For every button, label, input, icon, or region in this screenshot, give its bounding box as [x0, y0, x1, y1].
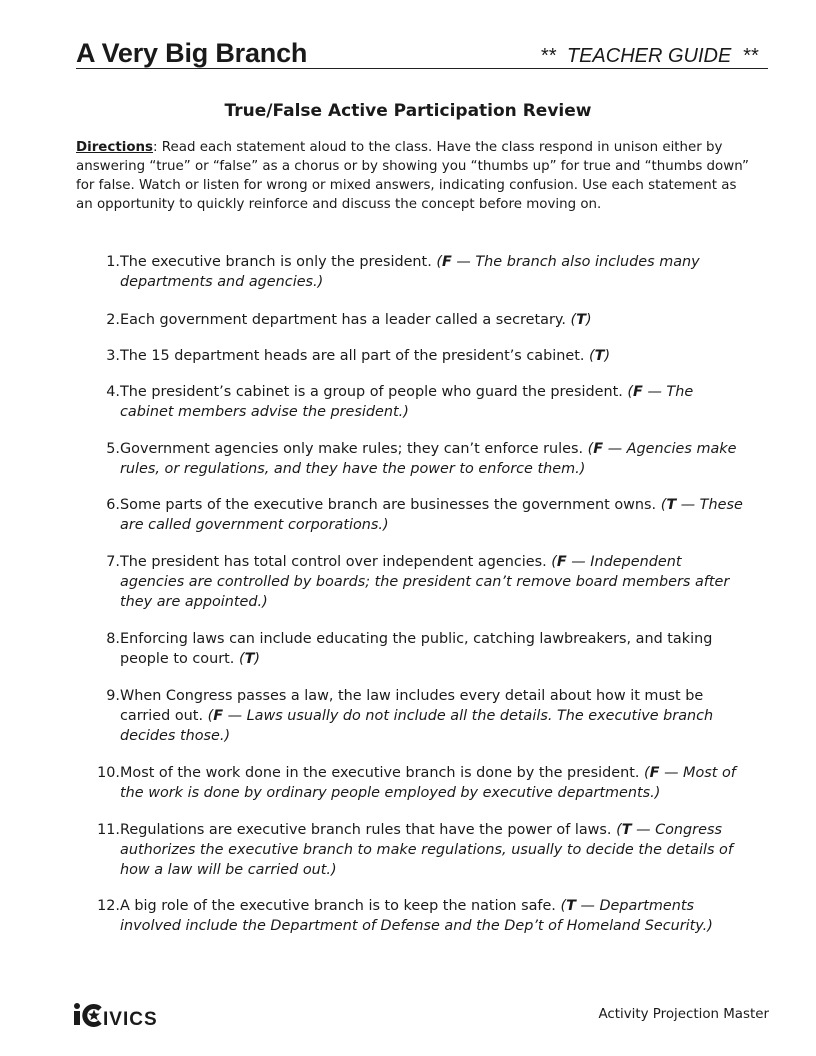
directions-paragraph	[76, 138, 756, 214]
question-statement: Enforcing laws can include educating the public, catching lawbreakers, and taking people to court.	[120, 631, 713, 667]
question-statement: Most of the work done in the executive branch is done by the president.	[120, 765, 640, 781]
answer-note: (F — The cabinet members advise the president.)	[120, 384, 694, 420]
question-body	[120, 439, 750, 479]
answer-letter: F	[593, 441, 604, 457]
answer-letter: T	[621, 822, 632, 838]
answer-note: (F — Independent agencies are controlled by boards; the president can’t remove board members after they are appointed.)	[120, 554, 730, 610]
answer-letter: F	[649, 765, 660, 781]
question-body	[120, 252, 750, 292]
document-title: A Very Big Branch	[76, 38, 308, 68]
answer-note: (F — Most of the work is done by ordinary people employed by executive departments.)	[120, 765, 736, 801]
directions-label: Directions	[76, 140, 154, 155]
question-number: 7.	[106, 554, 120, 570]
question-body	[120, 552, 750, 612]
answer-letter: F	[213, 708, 224, 724]
answer-letter: F	[441, 254, 452, 270]
question-body	[120, 896, 750, 936]
directions-text: : Read each statement aloud to the class. Have the class respond in unison either by answering “true” or “false” as a chorus or by showing you “thumbs up” for true and “thumbs down” for false. Watch or listen for wrong or mixed answers, indicating confusion. Use each statement as an opportunity to quickly reinforce and discuss the concept before moving on.	[76, 140, 749, 212]
answer-note: (T)	[589, 348, 611, 364]
question-body	[120, 686, 750, 746]
star-icon	[88, 1010, 100, 1021]
question-number: 12.	[97, 898, 120, 914]
question-statement: Each government department has a leader called a secretary.	[120, 312, 566, 328]
question-statement: Regulations are executive branch rules that have the power of laws.	[120, 822, 612, 838]
answer-letter: T	[566, 898, 576, 914]
answer-note: (F — Agencies make rules, or regulations, and they have the power to enforce them.)	[120, 441, 737, 477]
answer-note: (T)	[570, 312, 592, 328]
logo-wordmark: IVICS	[103, 1009, 158, 1028]
answer-letter: F	[556, 554, 567, 570]
answer-letter: T	[576, 312, 586, 328]
question-body	[120, 495, 750, 535]
question-statement: A big role of the executive branch is to keep the nation safe.	[120, 898, 556, 914]
question-number: 11.	[97, 822, 120, 838]
question-statement: Some parts of the executive branch are businesses the government owns.	[120, 497, 657, 513]
icivics-logo	[72, 1000, 176, 1028]
answer-note: (T — Departments involved include the Department of Defense and the Dep’t of Homeland Security.)	[120, 898, 713, 934]
teacher-guide-label: ** TEACHER GUIDE **	[540, 45, 758, 67]
question-body	[120, 310, 750, 330]
answer-note: (F — The branch also includes many departments and agencies.)	[120, 254, 700, 290]
question-number: 10.	[97, 765, 120, 781]
page-header	[76, 38, 768, 69]
question-statement: The executive branch is only the president.	[120, 254, 432, 270]
question-statement: The 15 department heads are all part of the president’s cabinet.	[120, 348, 585, 364]
question-number: 1.	[106, 254, 120, 270]
answer-letter: F	[633, 384, 643, 400]
footer-label: Activity Projection Master	[598, 1007, 769, 1022]
question-body	[120, 820, 750, 880]
answer-letter: T	[244, 651, 255, 667]
question-number: 9.	[106, 688, 120, 704]
question-number: 5.	[106, 441, 120, 457]
question-statement: When Congress passes a law, the law includes every detail about how it must be carried out.	[120, 688, 704, 724]
question-body	[120, 346, 750, 366]
question-number: 4.	[106, 384, 120, 400]
question-statement: The president has total control over independent agencies.	[120, 554, 547, 570]
answer-letter: T	[666, 497, 677, 513]
question-statement: The president’s cabinet is a group of people who guard the president.	[120, 384, 623, 400]
section-subtitle: True/False Active Participation Review	[224, 101, 592, 121]
question-body	[120, 629, 750, 669]
question-number: 6.	[106, 497, 120, 513]
answer-letter: T	[594, 348, 605, 364]
question-number: 2.	[106, 312, 120, 328]
question-body	[120, 763, 750, 803]
question-number: 3.	[106, 348, 120, 364]
answer-note: (F — Laws usually do not include all the details. The executive branch decides those.)	[120, 708, 714, 744]
answer-note: (T — Congress authorizes the executive branch to make regulations, usually to decide the details of how a law will be carried out.)	[120, 822, 733, 878]
question-number: 8.	[106, 631, 120, 647]
question-statement: Government agencies only make rules; they can’t enforce rules.	[120, 441, 584, 457]
answer-note: (T)	[238, 651, 261, 667]
answer-note: (T — These are called government corporations.)	[120, 497, 743, 533]
question-body	[120, 382, 750, 422]
